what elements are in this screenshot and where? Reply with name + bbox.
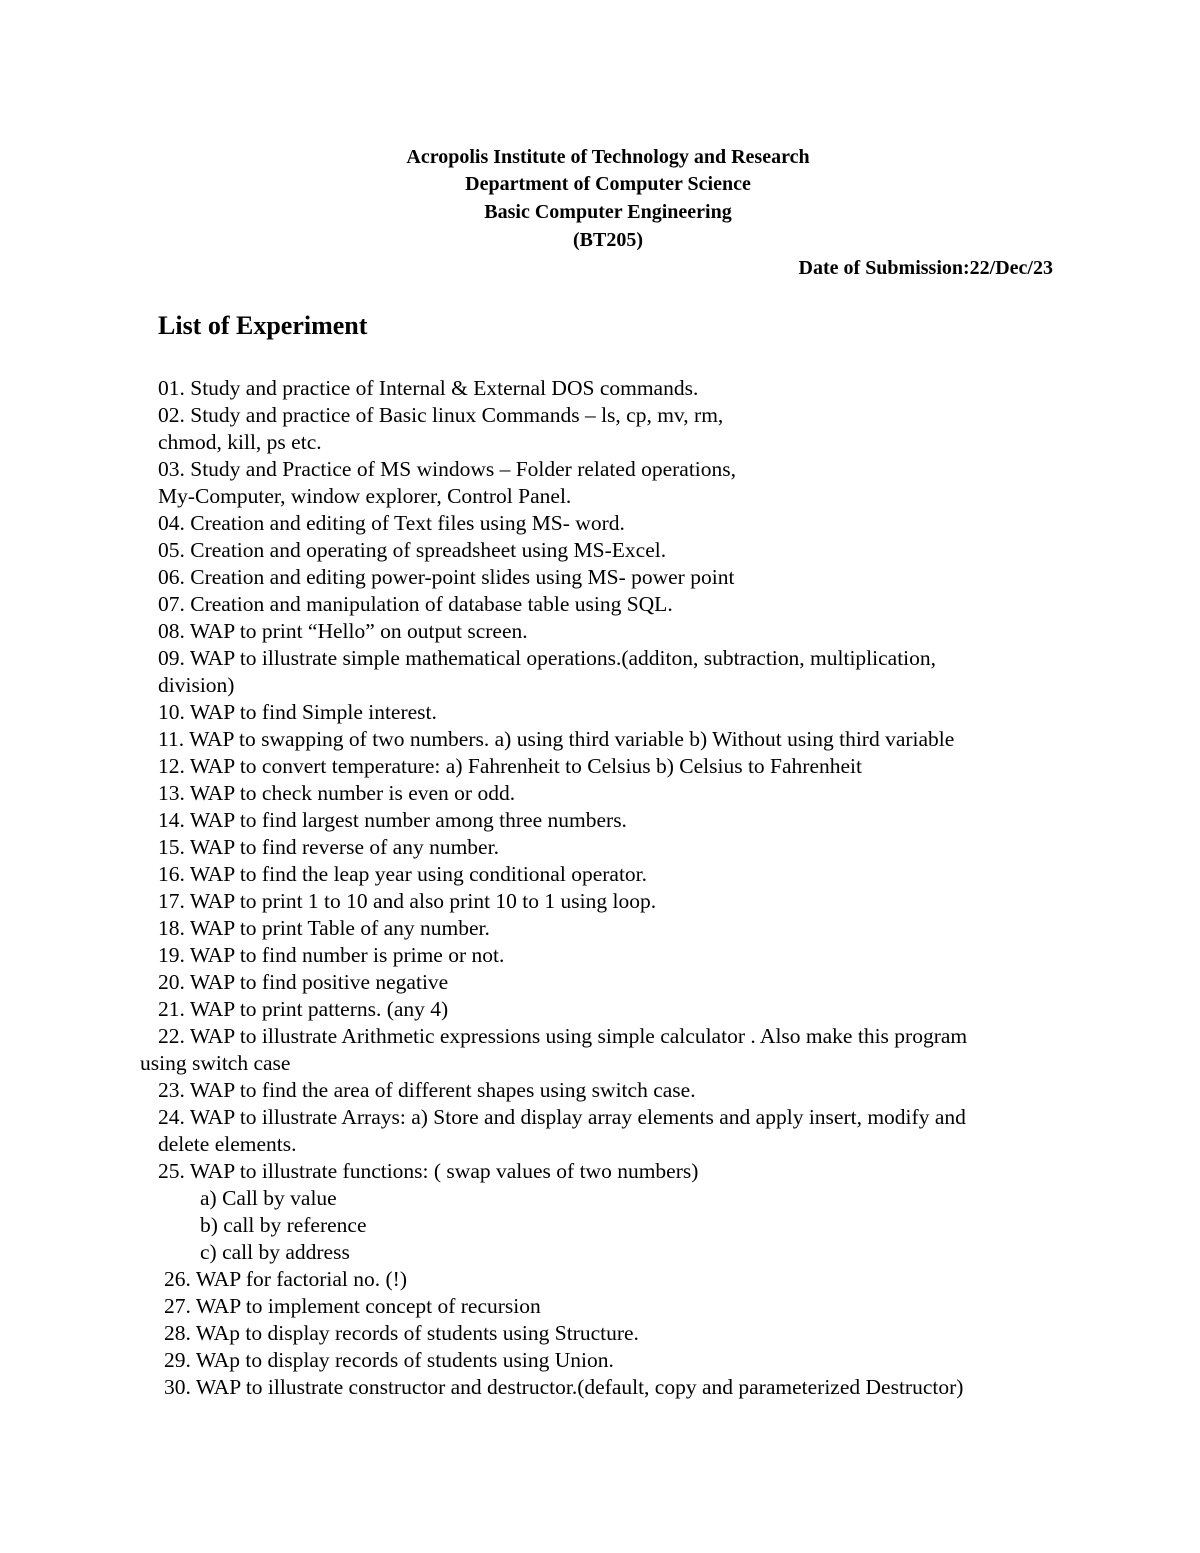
- list-item: 07. Creation and manipulation of database table using SQL.: [158, 592, 673, 616]
- list-item: 05. Creation and operating of spreadsheet using MS-Excel.: [158, 538, 667, 562]
- department-name: Department of Computer Science: [465, 173, 751, 195]
- institute-name: Acropolis Institute of Technology and Research: [406, 146, 810, 168]
- list-item-continuation: delete elements.: [158, 1132, 297, 1156]
- list-item: 26. WAP for factorial no. (!): [164, 1267, 407, 1291]
- list-title: List of Experiment: [158, 311, 368, 340]
- list-subitem: a) Call by value: [200, 1186, 337, 1210]
- list-item: 20. WAP to find positive negative: [158, 970, 449, 994]
- list-item: 28. WAp to display records of students using Structure.: [164, 1321, 639, 1345]
- list-item: 23. WAP to find the area of different shapes using switch case.: [158, 1078, 696, 1102]
- list-item: 03. Study and Practice of MS windows – Folder related operations,: [158, 457, 737, 481]
- list-item: 13. WAP to check number is even or odd.: [158, 781, 516, 805]
- list-subitem: c) call by address: [200, 1240, 350, 1264]
- list-item: 14. WAP to find largest number among three numbers.: [158, 808, 627, 832]
- list-item: 18. WAP to print Table of any number.: [158, 916, 490, 940]
- list-item: 15. WAP to find reverse of any number.: [158, 835, 499, 859]
- list-item: 30. WAP to illustrate constructor and destructor.(default, copy and parameterized Destructor): [164, 1375, 964, 1399]
- list-item: 24. WAP to illustrate Arrays: a) Store and display array elements and apply insert, modify and: [158, 1105, 966, 1129]
- list-item: 29. WAp to display records of students using Union.: [164, 1348, 614, 1372]
- list-item-continuation: chmod, kill, ps etc.: [158, 430, 322, 454]
- list-subitem: b) call by reference: [200, 1213, 367, 1237]
- list-item: 06. Creation and editing power-point slides using MS- power point: [158, 565, 735, 589]
- list-item: 08. WAP to print “Hello” on output screen.: [158, 619, 528, 643]
- list-item: 22. WAP to illustrate Arithmetic expressions using simple calculator . Also make this program: [158, 1024, 968, 1048]
- list-item: 12. WAP to convert temperature: a) Fahrenheit to Celsius b) Celsius to Fahrenheit: [158, 754, 862, 778]
- list-item: 11. WAP to swapping of two numbers. a) using third variable b) Without using third variable: [158, 727, 955, 751]
- list-item: 02. Study and practice of Basic linux Commands – ls, cp, mv, rm,: [158, 403, 724, 427]
- list-item-continuation: using switch case: [140, 1051, 291, 1075]
- list-item: 21. WAP to print patterns. (any 4): [158, 997, 449, 1021]
- list-item: 09. WAP to illustrate simple mathematical operations.(additon, subtraction, multiplication,: [158, 646, 937, 670]
- submission-date: Date of Submission:22/Dec/23: [798, 257, 1053, 279]
- list-item: 19. WAP to find number is prime or not.: [158, 943, 505, 967]
- list-item: 16. WAP to find the leap year using conditional operator.: [158, 862, 648, 886]
- course-name: Basic Computer Engineering: [484, 201, 732, 223]
- course-code: (BT205): [573, 229, 643, 251]
- list-item: 10. WAP to find Simple interest.: [158, 700, 437, 724]
- list-item: 04. Creation and editing of Text files using MS- word.: [158, 511, 625, 535]
- list-item: 25. WAP to illustrate functions: ( swap values of two numbers): [158, 1159, 699, 1183]
- list-item: 17. WAP to print 1 to 10 and also print 10 to 1 using loop.: [158, 889, 657, 913]
- list-item-continuation: My-Computer, window explorer, Control Panel.: [158, 484, 572, 508]
- list-item: 01. Study and practice of Internal & External DOS commands.: [158, 376, 699, 400]
- list-item: 27. WAP to implement concept of recursion: [164, 1294, 541, 1318]
- list-item-continuation: division): [158, 673, 235, 697]
